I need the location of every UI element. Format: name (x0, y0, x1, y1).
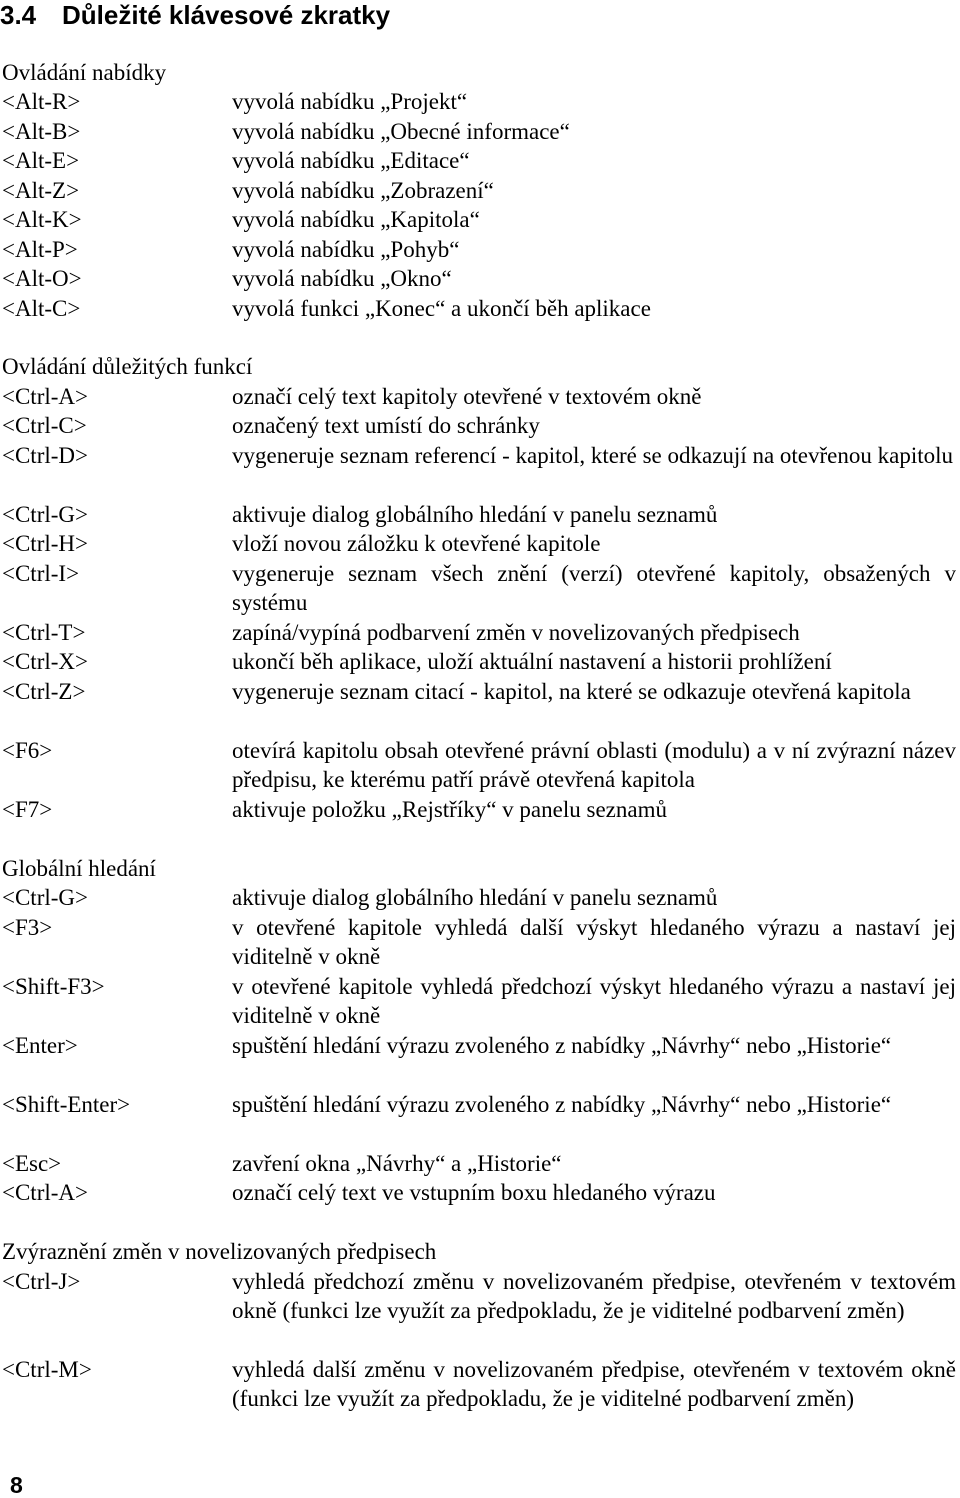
shortcut-key: <Ctrl-Z> (2, 679, 86, 704)
subsection-title: Globální hledání (2, 856, 156, 881)
shortcut-description: vyvolá nabídku „Projekt“ (232, 89, 468, 114)
subsection-title: Ovládání nabídky (2, 60, 167, 85)
shortcut-description: ukončí běh aplikace, uloží aktuální nastavení a historii prohlížení (232, 649, 832, 674)
shortcut-description: vyvolá nabídku „Okno“ (232, 266, 452, 291)
shortcut-description: spuštění hledání výrazu zvoleného z nabídky „Návrhy“ nebo „Historie“ (232, 1092, 892, 1117)
shortcut-description: spuštění hledání výrazu zvoleného z nabídky „Návrhy“ nebo „Historie“ (232, 1033, 892, 1058)
subsection-title: Zvýraznění změn v novelizovaných předpisech (2, 1239, 437, 1264)
shortcut-description: vyvolá nabídku „Zobrazení“ (232, 178, 494, 203)
section-number: 3.4 (0, 0, 37, 30)
shortcut-key: <Ctrl-G> (2, 885, 88, 910)
shortcut-description: označený text umístí do schránky (232, 413, 540, 438)
shortcut-description: vygeneruje seznam citací - kapitol, na které se odkazuje otevřená kapitola (232, 679, 911, 704)
page-number: 8 (10, 1472, 23, 1498)
shortcut-description: vyhledá další změnu v novelizovaném předpise, otevřeném v textovém okně (funkci lze využít za předpokladu, že je viditelné podbarvení změn) (232, 1357, 956, 1412)
shortcut-description: vyvolá nabídku „Obecné informace“ (232, 119, 570, 144)
shortcut-key: <F3> (2, 915, 53, 940)
shortcut-description: označí celý text kapitoly otevřené v textovém okně (232, 384, 702, 409)
shortcut-key: <Ctrl-A> (2, 384, 88, 409)
shortcut-key: <Ctrl-X> (2, 649, 88, 674)
shortcut-description: zapíná/vypíná podbarvení změn v novelizovaných předpisech (232, 620, 800, 645)
shortcut-key: <Alt-C> (2, 296, 81, 321)
shortcut-key: <Ctrl-T> (2, 620, 86, 645)
shortcut-description: vygeneruje seznam referencí - kapitol, které se odkazují na otevřenou kapitolu (232, 443, 954, 468)
shortcut-key: <Ctrl-D> (2, 443, 88, 468)
shortcut-description: otevírá kapitolu obsah otevřené právní oblasti (modulu) a v ní zvýrazní název předpisu, ke kterému patří právě otevřená kapitola (232, 738, 956, 793)
shortcut-key: <Shift-Enter> (2, 1092, 131, 1117)
shortcut-key: <F7> (2, 797, 53, 822)
shortcut-description: označí celý text ve vstupním boxu hledaného výrazu (232, 1180, 716, 1205)
section-heading (0, 0, 390, 32)
shortcut-description: vyvolá nabídku „Editace“ (232, 148, 470, 173)
shortcut-description: vyvolá funkci „Konec“ a ukončí běh aplikace (232, 296, 651, 321)
shortcut-key: <Shift-F3> (2, 974, 105, 999)
shortcut-key: <Alt-B> (2, 119, 81, 144)
shortcut-description: aktivuje dialog globálního hledání v panelu seznamů (232, 502, 718, 527)
shortcut-description: aktivuje položku „Rejstříky“ v panelu seznamů (232, 797, 667, 822)
shortcut-key: <Alt-K> (2, 207, 82, 232)
shortcut-key: <Alt-R> (2, 89, 81, 114)
shortcut-key: <Alt-O> (2, 266, 82, 291)
shortcut-description: vyhledá předchozí změnu v novelizovaném předpise, otevřeném v textovém okně (funkci lze využít za předpokladu, že je viditelné podbarvení změn) (232, 1269, 956, 1324)
shortcut-key: <Alt-Z> (2, 178, 80, 203)
shortcut-description: v otevřené kapitole vyhledá předchozí výskyt hledaného výrazu a nastaví jej viditelně v okně (232, 974, 956, 1029)
shortcut-key: <Ctrl-H> (2, 531, 88, 556)
shortcut-key: <Ctrl-I> (2, 561, 80, 586)
shortcut-key: <Ctrl-A> (2, 1180, 88, 1205)
shortcut-key: <F6> (2, 738, 53, 763)
shortcut-description: vyvolá nabídku „Pohyb“ (232, 237, 460, 262)
shortcut-description: zavření okna „Návrhy“ a „Historie“ (232, 1151, 562, 1176)
shortcut-description: vyvolá nabídku „Kapitola“ (232, 207, 480, 232)
subsection-title: Ovládání důležitých funkcí (2, 354, 253, 379)
shortcut-key: <Ctrl-G> (2, 502, 88, 527)
shortcut-description: vygeneruje seznam všech znění (verzí) otevřené kapitoly, obsažených v systému (232, 561, 956, 616)
shortcut-description: aktivuje dialog globálního hledání v panelu seznamů (232, 885, 718, 910)
section-heading-title: Důležité klávesové zkratky (62, 0, 391, 30)
shortcut-key: <Ctrl-J> (2, 1269, 81, 1294)
shortcut-description: vloží novou záložku k otevřené kapitole (232, 531, 601, 556)
shortcut-key: <Ctrl-M> (2, 1357, 92, 1382)
shortcut-key: <Enter> (2, 1033, 78, 1058)
shortcut-description: v otevřené kapitole vyhledá další výskyt hledaného výrazu a nastaví jej viditelně v okně (232, 915, 956, 970)
shortcut-key: <Alt-P> (2, 237, 78, 262)
shortcut-key: <Ctrl-C> (2, 413, 87, 438)
shortcut-key: <Alt-E> (2, 148, 80, 173)
shortcut-key: <Esc> (2, 1151, 62, 1176)
